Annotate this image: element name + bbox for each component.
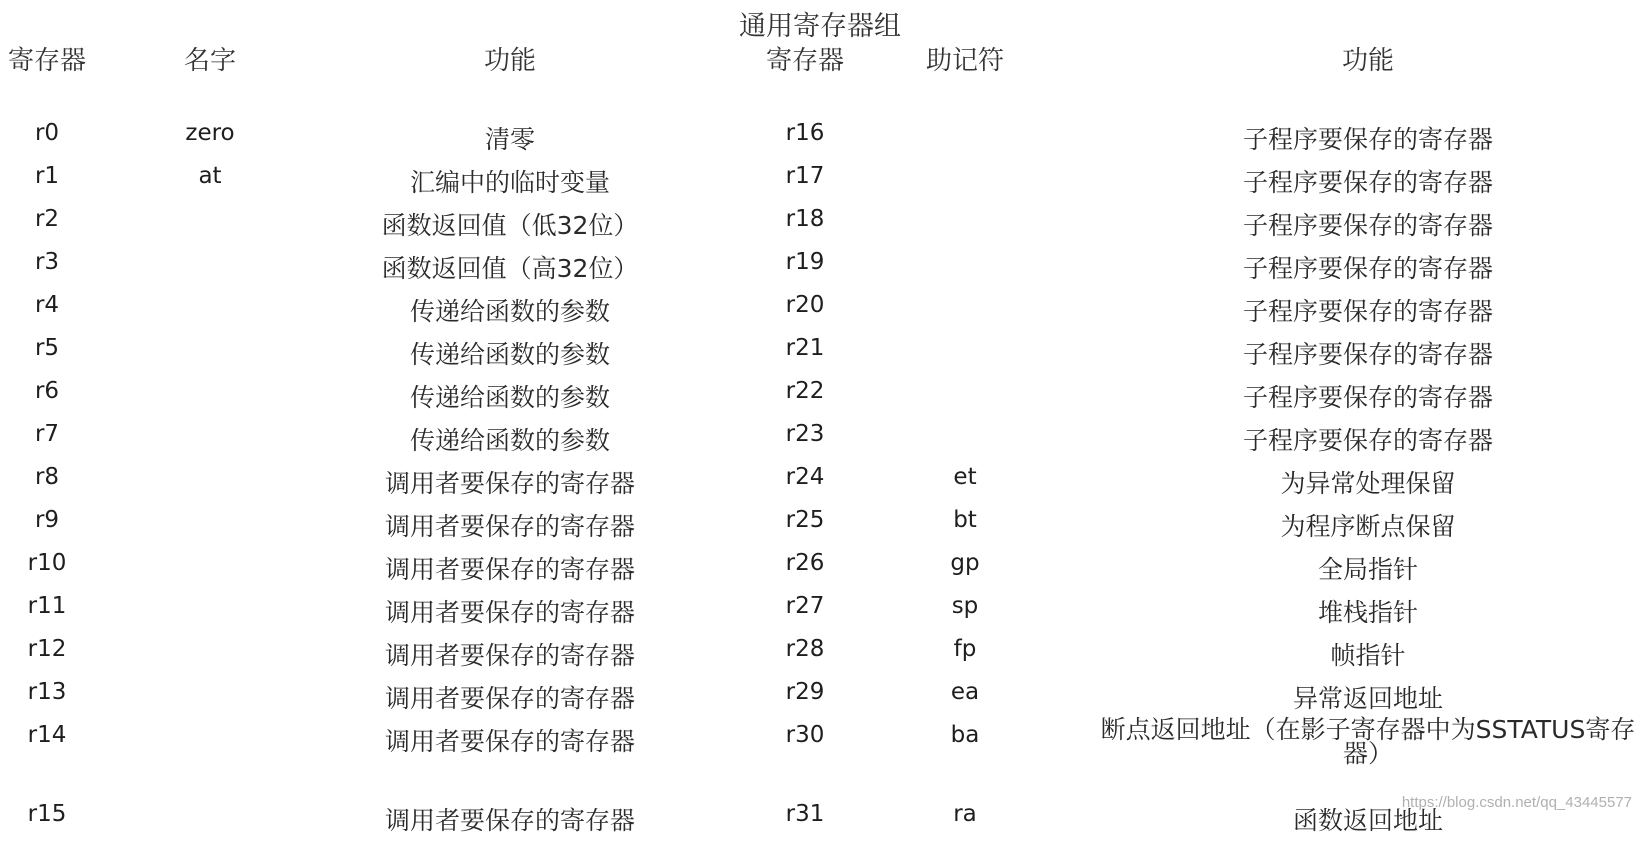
function-cell: 调用者要保存的寄存器 [384,641,636,670]
register-right-cell: r31 [785,801,825,827]
mnemonic-cell: bt [953,507,977,533]
register-right-cell: r29 [785,679,825,705]
register-cell: r12 [27,636,67,662]
register-right-cell: r22 [785,378,825,404]
table-title: 通用寄存器组 [739,11,901,42]
register-right-cell: r23 [785,421,825,447]
function-cell: 传递给函数的参数 [409,340,611,369]
register-right-cell: r17 [785,163,825,189]
function-cell: 函数返回值（高32位） [381,254,639,283]
function-cell: 调用者要保存的寄存器 [384,598,636,627]
function-cell: 汇编中的临时变量 [409,168,611,197]
register-right-cell: r27 [785,593,825,619]
function-right-cell: 子程序要保存的寄存器 [1242,383,1494,412]
register-cell: r6 [34,378,60,404]
function-cell: 调用者要保存的寄存器 [384,684,636,713]
header-mnemonic: 助记符 [925,46,1005,76]
name-cell: at [198,163,222,189]
watermark: https://blog.csdn.net/qq_43445577 [1401,794,1632,811]
header-register-left: 寄存器 [7,46,87,76]
function-cell: 调用者要保存的寄存器 [384,555,636,584]
register-right-cell: r24 [785,464,825,490]
mnemonic-cell: ra [953,801,977,827]
register-cell: r7 [34,421,60,447]
mnemonic-cell: gp [950,550,980,576]
function-cell: 传递给函数的参数 [409,297,611,326]
register-right-cell: r20 [785,292,825,318]
register-cell: r2 [34,206,60,232]
register-cell: r10 [27,550,67,576]
function-cell: 传递给函数的参数 [409,383,611,412]
register-cell: r8 [34,464,60,490]
function-right-cell: 断点返回地址（在影子寄存器中为SSTATUS寄存器） [1100,715,1636,768]
function-cell: 调用者要保存的寄存器 [384,806,636,835]
mnemonic-cell: fp [953,636,977,662]
function-right-cell: 子程序要保存的寄存器 [1242,426,1494,455]
register-cell: r4 [34,292,60,318]
function-right-cell: 函数返回地址 [1292,806,1444,835]
function-cell: 清零 [484,125,536,154]
name-cell: zero [185,120,235,146]
function-cell: 函数返回值（低32位） [381,211,639,240]
register-right-cell: r30 [785,722,825,748]
register-right-cell: r26 [785,550,825,576]
header-name: 名字 [183,46,237,76]
function-right-cell: 全局指针 [1317,555,1419,584]
header-register-right: 寄存器 [765,46,845,76]
register-right-cell: r18 [785,206,825,232]
mnemonic-cell: ea [950,679,980,705]
register-cell: r1 [34,163,60,189]
function-right-cell: 为异常处理保留 [1280,469,1456,498]
function-right-cell: 子程序要保存的寄存器 [1242,211,1494,240]
function-cell: 调用者要保存的寄存器 [384,727,636,756]
register-cell: r14 [27,722,67,748]
header-function-right: 功能 [1341,46,1395,76]
register-cell: r9 [34,507,60,533]
register-cell: r5 [34,335,60,361]
register-right-cell: r16 [785,120,825,146]
mnemonic-cell: sp [951,593,979,619]
register-right-cell: r19 [785,249,825,275]
function-right-cell: 堆栈指针 [1317,598,1419,627]
register-cell: r0 [34,120,60,146]
mnemonic-cell: et [953,464,977,490]
function-right-cell: 异常返回地址 [1292,684,1444,713]
function-right-cell: 子程序要保存的寄存器 [1242,254,1494,283]
mnemonic-cell: ba [950,722,980,748]
function-right-cell: 为程序断点保留 [1280,512,1456,541]
register-right-cell: r28 [785,636,825,662]
function-right-cell: 子程序要保存的寄存器 [1242,297,1494,326]
register-right-cell: r21 [785,335,825,361]
function-right-cell: 帧指针 [1330,641,1406,670]
register-cell: r15 [27,801,67,827]
register-cell: r11 [27,593,67,619]
header-function-left: 功能 [483,46,537,76]
register-right-cell: r25 [785,507,825,533]
register-cell: r13 [27,679,67,705]
function-right-cell: 子程序要保存的寄存器 [1242,340,1494,369]
function-right-cell: 子程序要保存的寄存器 [1242,125,1494,154]
function-cell: 调用者要保存的寄存器 [384,469,636,498]
function-right-cell: 子程序要保存的寄存器 [1242,168,1494,197]
function-cell: 调用者要保存的寄存器 [384,512,636,541]
register-cell: r3 [34,249,60,275]
function-cell: 传递给函数的参数 [409,426,611,455]
